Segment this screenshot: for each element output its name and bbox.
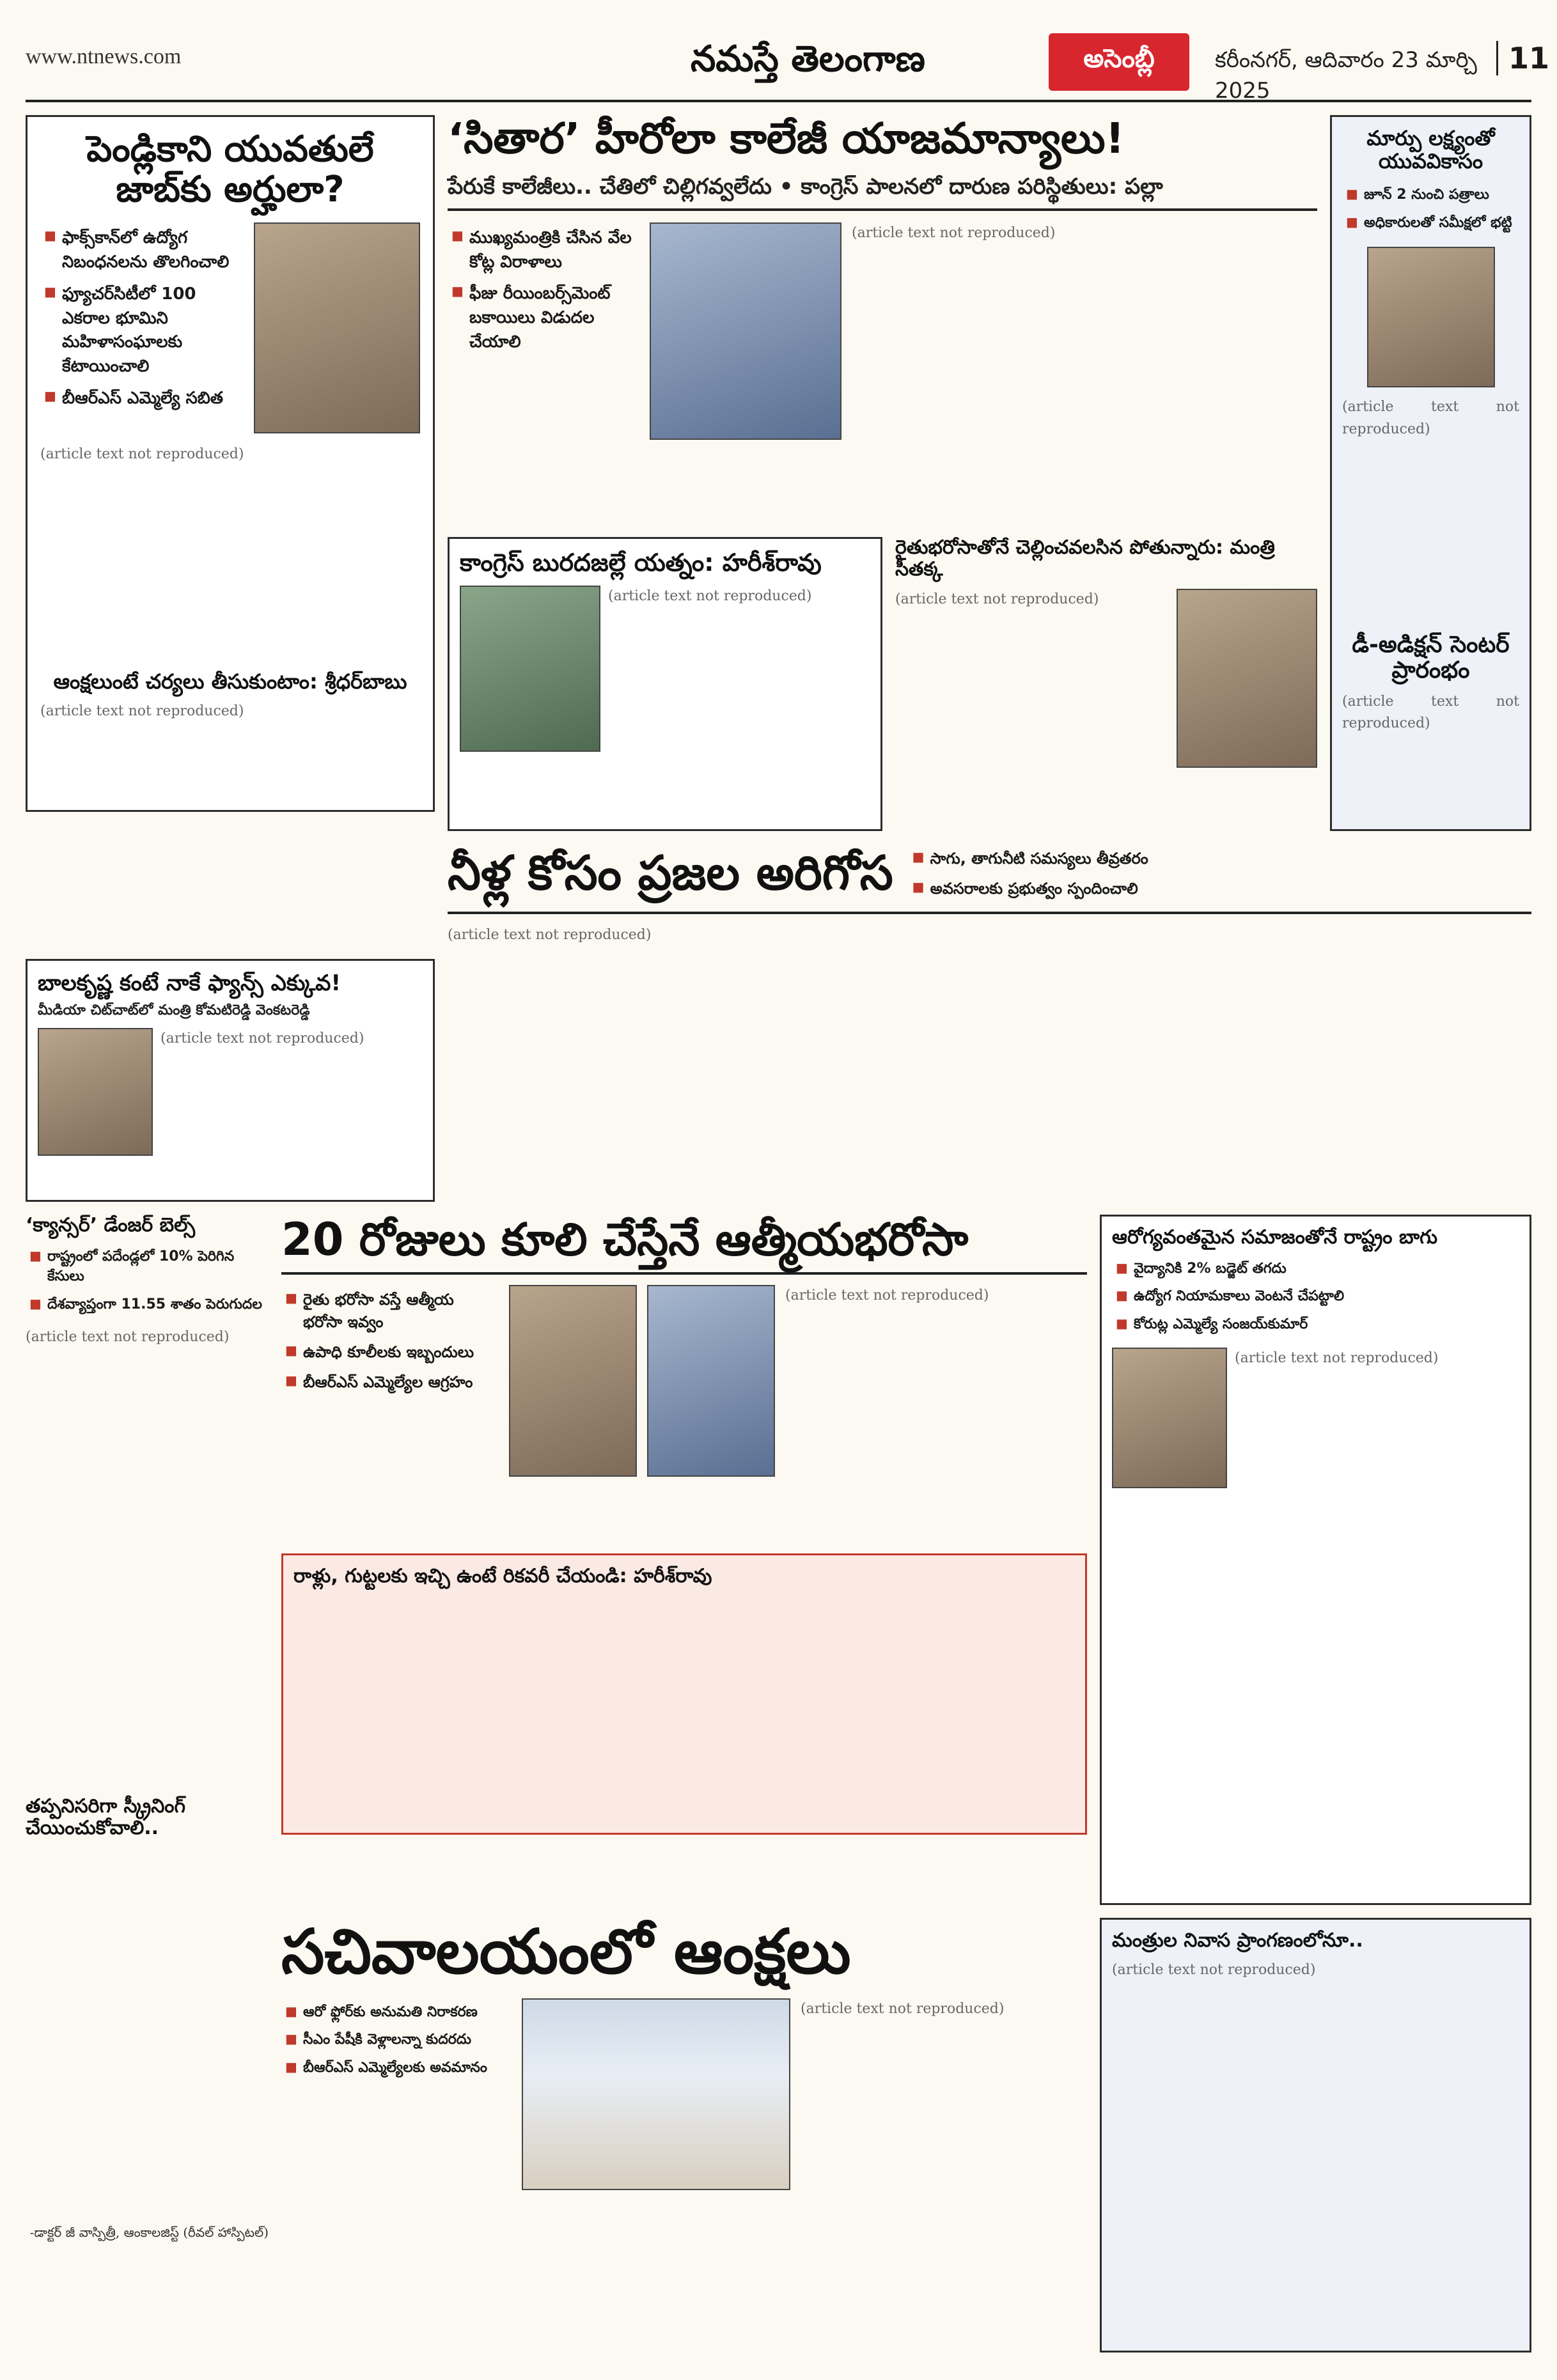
- divider: [281, 1272, 1087, 1275]
- story-9-subhead: మీడియా చిట్‌చాట్‌లో మంత్రి కోమటిరెడ్డి వెంకటరెడ్డి: [38, 1002, 310, 1019]
- story-2-bullets: [448, 222, 639, 440]
- story-4: [1330, 115, 1531, 831]
- secretariat-photo: [522, 1998, 790, 2190]
- story-3-photo: [460, 586, 600, 752]
- story-10-body: (article text not reproduced): [26, 1329, 230, 1346]
- story-12: [1100, 1215, 1531, 1905]
- story-6-photo: [1177, 589, 1317, 768]
- story-2-headline: ‘సితార’ హీరోలా కాలేజీ యాజమాన్యాలు!: [448, 114, 1125, 163]
- bullet: ■ సీఎం పేషీకి వెళ్లాలన్నా కుదరదు: [281, 2026, 512, 2054]
- story-6: [895, 537, 1317, 831]
- story-4-photo: [1367, 247, 1495, 387]
- story-4-body: (article text not reproduced): [1342, 399, 1519, 437]
- story-6-body: (article text not reproduced): [895, 591, 1099, 608]
- bullet: ■ వైద్యానికి 2% బడ్జెట్ తగదు: [1112, 1255, 1519, 1283]
- story-14-body: (article text not reproduced): [1112, 1961, 1316, 1978]
- story-11: [281, 1215, 1087, 1905]
- bullet: ■ బీఆర్‌ఎస్ ఎమ్మెల్యేల ఆగ్రహం: [281, 1367, 499, 1397]
- story-13-bullets: [281, 1998, 512, 2190]
- story-2-subhead: పేరుకే కాలేజీలు.. చేతిలో చిల్లిగవ్వలేదు • కాంగ్రెస్ పాలనలో దారుణ పరిస్థితులు: పల్లా: [448, 173, 1163, 199]
- story-11-body: (article text not reproduced): [785, 1287, 989, 1304]
- bullet: ■ కోరుట్ల ఎమ్మెల్యే సంజయ్‌కుమార్: [1112, 1311, 1519, 1339]
- story-11-photo-2: [647, 1285, 775, 1477]
- story-11-bullets: [281, 1285, 499, 1477]
- bullet: ■ దేశవ్యాప్తంగా 11.55 శాతం పెరుగుదల: [26, 1291, 269, 1319]
- story-10-subhead: తప్పనిసరిగా స్క్రీనింగ్ చేయించుకోవాలి..: [26, 1795, 185, 1839]
- story-8-bullets: [909, 844, 1155, 904]
- story-10: [26, 1215, 269, 2346]
- story-2-body: (article text not reproduced): [852, 225, 1056, 242]
- story-8-body: (article text not reproduced): [448, 926, 652, 943]
- paper-name: నమస్తే తెలంగాణ: [691, 38, 925, 80]
- story-10-headline: ‘క్యాన్సర్’ డేంజర్ బెల్స్: [26, 1214, 196, 1236]
- story-11-sidebar-headline: రాళ్లు, గుట్టలకు ఇచ్చి ఉంటే రికవరీ చేయండి: హరీశ్‌రావు: [293, 1565, 712, 1588]
- story-13-body: (article text not reproduced): [801, 2000, 1005, 2017]
- story-9-headline: బాలకృష్ణ కంటే నాకే ఫ్యాన్స్ ఎక్కువ!: [38, 970, 341, 996]
- bullet: ■ జూన్ 2 నుంచి పత్రాలు: [1342, 181, 1519, 209]
- bullet: ■ అవసరాలకు ప్రభుత్వం స్పందించాలి: [909, 874, 1155, 904]
- story-4-bullets: [1342, 181, 1519, 237]
- bullet: ■ బీఆర్‌ఎస్ ఎమ్మెల్యేలకు అవమానం: [281, 2054, 512, 2082]
- story-9: [26, 959, 435, 1202]
- story-6-headline: రైతుభరోసాతోనే చెల్లించవలసిన పోతున్నారు: మంత్రి సీతక్క: [895, 536, 1275, 580]
- bullet: ■ రైతు భరోసా వస్తే ఆత్మీయ భరోసా ఇవ్వం: [281, 1285, 499, 1337]
- story-5-headline: డీ-అడిక్షన్ సెంటర్ ప్రారంభం: [1352, 631, 1510, 683]
- section-badge: అసెంబ్లీ: [1049, 33, 1189, 91]
- story-13-headline: సచివాలయంలో ఆంక్షలు: [281, 1916, 851, 1987]
- bullet: ■ ఫాక్స్‌కాన్‌లో ఉద్యోగ నిబంధనలను తొలగించాలి: [40, 222, 246, 278]
- story-7-body: (article text not reproduced): [40, 703, 244, 720]
- story-1-headline: పెండ్లికాని యువతులే జాబ్‌కు అర్హులా?: [86, 128, 374, 210]
- story-10-bullets: [26, 1243, 269, 1319]
- site-url[interactable]: www.ntnews.com: [26, 45, 182, 68]
- story-12-headline: ఆరోగ్యవంతమైన సమాజంతోనే రాష్ట్రం బాగు: [1112, 1226, 1437, 1248]
- story-1-body: (article text not reproduced): [40, 446, 244, 463]
- story-12-body: (article text not reproduced): [1235, 1350, 1439, 1367]
- story-5-body: (article text not reproduced): [1342, 694, 1519, 732]
- story-12-bullets: [1112, 1255, 1519, 1339]
- story-7-headline: ఆంక్షలుంటే చర్యలు తీసుకుంటాం: శ్రీధర్‌బాబు: [53, 669, 407, 694]
- story-14: [1100, 1918, 1531, 2353]
- story-13: [281, 1918, 1087, 2353]
- story-9-photo: [38, 1028, 153, 1156]
- story-12-photo: [1112, 1348, 1227, 1488]
- dateline: కరీంనగర్, ఆదివారం 23 మార్చి 2025: [1215, 47, 1477, 104]
- bullet: ■ అధికారులతో సమీక్షలో భట్టి: [1342, 209, 1519, 237]
- bullet: ■ ఉద్యోగ నియామకాలు వెంటనే చేపట్టాలి: [1112, 1282, 1519, 1311]
- page-number: 11: [1496, 41, 1549, 75]
- story-11-sidebar: [281, 1553, 1087, 1835]
- divider: [448, 208, 1317, 211]
- story-1-photo: [254, 222, 420, 433]
- story-2: [448, 115, 1317, 531]
- story-9-body: (article text not reproduced): [160, 1030, 364, 1046]
- story-4-headline: మార్పు లక్ష్యంతో యువవికాసం: [1366, 126, 1495, 173]
- story-1: [26, 115, 435, 812]
- story-2-photo: [650, 222, 841, 440]
- story-3-body: (article text not reproduced): [608, 587, 812, 604]
- masthead: [26, 26, 1550, 104]
- story-8: [448, 844, 1531, 1202]
- story-3-headline: కాంగ్రెస్ బురదజల్లే యత్నం: హరీశ్‌రావు: [460, 548, 822, 577]
- bullet: ■ ఆరో ఫ్లోర్‌కు అనుమతి నిరాకరణ: [281, 1998, 512, 2026]
- divider: [448, 912, 1531, 914]
- bullet: ■ బీఆర్‌ఎస్ ఎమ్మెల్యే సబిత: [40, 383, 246, 415]
- story-1-bullets: [40, 222, 246, 433]
- story-11-headline: 20 రోజులు కూలి చేస్తేనే ఆత్మీయభరోసా: [281, 1213, 969, 1266]
- story-3: [448, 537, 882, 831]
- bullet: ■ ముఖ్యమంత్రికి చేసిన వేల కోట్ల విరాళాలు: [448, 222, 639, 278]
- bullet: ■ సాగు, తాగునీటి సమస్యలు తీవ్రతరం: [909, 844, 1155, 874]
- bullet: ■ ఉపాధి కూలీలకు ఇబ్బందులు: [281, 1337, 499, 1367]
- bullet: ■ రాష్ట్రంలో పదేండ్లలో 10% పెరిగిన కేసులు: [26, 1243, 269, 1291]
- story-10-byline: -డాక్టర్ జీ వాస్పిత్రీ, ఆంకాలజిస్ట్ (రీవల్ హాస్పిటల్): [29, 2224, 269, 2240]
- story-11-photo-1: [509, 1285, 637, 1477]
- bullet: ■ ఫ్యూచర్‌సిటీలో 100 ఎకరాల భూమిని మహిళాసంఘాలకు కేటాయించాలి: [40, 279, 246, 383]
- story-14-headline: మంత్రుల నివాస ప్రాంగణంలోనూ..: [1112, 1929, 1363, 1952]
- story-8-headline: నీళ్ల కోసం ప్రజల అరిగోస: [448, 846, 893, 901]
- bullet: ■ ఫీజు రీయింబర్స్‌మెంట్ బకాయిలు విడుదల చేయాలి: [448, 278, 639, 358]
